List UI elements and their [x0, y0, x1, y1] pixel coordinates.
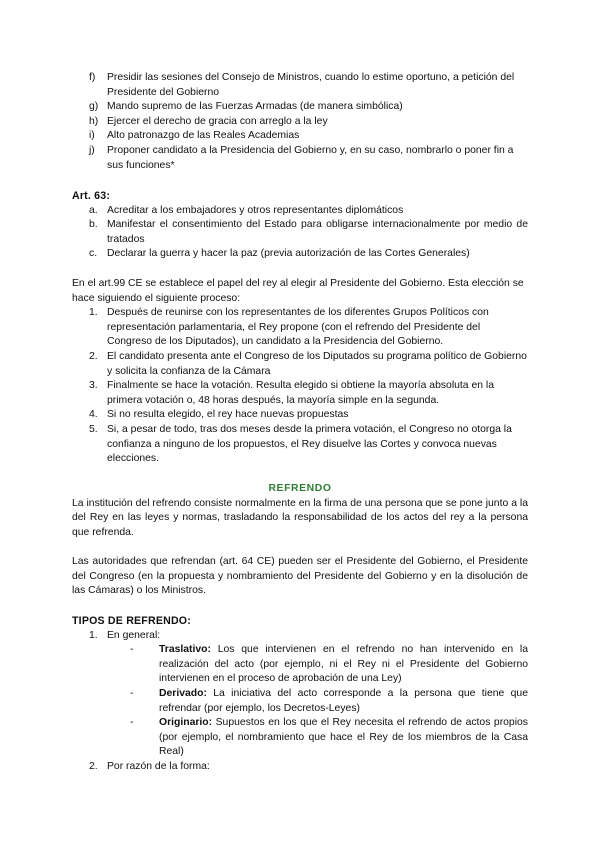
art99-section [72, 277, 528, 467]
tipo-term: Derivado: [159, 687, 207, 699]
list-label: g) [89, 101, 99, 113]
art63-heading: Art. 63: [72, 190, 111, 202]
list-label: 5. [89, 423, 98, 435]
art63-section [72, 189, 528, 262]
tipo-term: Originario: [159, 717, 213, 729]
list-item-i [72, 129, 528, 144]
art63-item-a [72, 204, 528, 219]
art99-step-3 [72, 379, 528, 408]
refrendo-paragraph-2: Las autoridades que refrendan (art. 64 CE) pueden ser el Presidente del Gobierno, el Presidente del Congreso (en la propuesta y nombramiento del Presidente del Gobierno y en la disolución de las Cámaras) o los Ministros. [72, 555, 528, 597]
list-text: Si no resulta elegido, el rey hace nuevas propuestas [107, 409, 349, 421]
list-text: Si, a pesar de todo, tras dos meses desde la primera votación, el Congreso no otorga la confianza a ninguno de los propuestos, el Rey disuelve las Cortes y convoca nuevas elecciones. [107, 423, 512, 465]
list-text: Proponer candidato a la Presidencia del Gobierno y, en su caso, nombrarlo o poner fin a sus funciones* [107, 144, 514, 171]
art99-step-1 [72, 306, 528, 350]
list-text: El candidato presenta ante el Congreso de los Diputados su programa político de Gobierno y solicita la confianza de la Cámara [107, 350, 527, 377]
art99-step-5 [72, 423, 528, 467]
list-label: i) [89, 130, 95, 142]
list-text: Finalmente se hace la votación. Resulta elegido si obtiene la mayoría absoluta en la primera votación o, 48 horas después, la mayoría simple en la segunda. [107, 380, 494, 406]
list-label: h) [89, 115, 99, 127]
list-text: Por razón de la forma: [107, 760, 210, 772]
list-text: En general: [107, 629, 161, 641]
list-text: Declarar la guerra y hacer la paz (previa autorización de las Cortes Generales) [107, 248, 470, 260]
tipos-item-1 [72, 629, 528, 644]
list-item-j [72, 144, 528, 173]
list-text: Acreditar a los embajadores y otros representantes diplomáticos [107, 204, 404, 216]
refrendo-section [72, 482, 528, 599]
tipos-heading: TIPOS DE REFRENDO: [72, 615, 191, 627]
list-label: c. [89, 248, 98, 260]
list-text: Mando supremo de las Fuerzas Armadas (de manera simbólica) [107, 101, 403, 113]
list-item-h [72, 115, 528, 130]
tipo-originario [72, 716, 528, 760]
list-item-f [72, 71, 528, 100]
dash-bullet: - [130, 644, 134, 656]
list-text: Presidir las sesiones del Consejo de Ministros, cuando lo estime oportuno, a petición del Presidente del Gobierno [107, 72, 515, 98]
list-item-g [72, 100, 528, 115]
art99-intro: En el art.99 CE se establece el papel del rey al elegir al Presidente del Gobierno. Esta elección se hace siguiendo el siguiente proceso: [72, 278, 524, 304]
tipo-description: La iniciativa del acto corresponde a la persona que tiene que refrendar (por ejemplo, los Decretos-Leyes) [159, 687, 528, 714]
tipos-item-2 [72, 760, 528, 775]
list-label: 2. [89, 760, 98, 772]
tipo-term: Traslativo: [159, 644, 211, 656]
refrendo-title: REFRENDO [268, 483, 332, 494]
list-label: f) [89, 72, 96, 83]
refrendo-paragraph-1: La institución del refrendo consiste normalmente en la firma de una persona que se pone junto a la del Rey en las leyes y normas, trasladando la responsabilidad de los actos del rey a la persona que refrenda. [72, 497, 528, 538]
list-text: Ejercer el derecho de gracia con arreglo a la ley [107, 115, 328, 127]
art63-item-b [72, 218, 528, 247]
tipo-traslativo [72, 643, 528, 687]
list-label: 4. [89, 409, 98, 421]
list-text: Después de reunirse con los representantes de los diferentes Grupos Políticos con representación parlamentaria, el Rey propone (con el refrendo del Presidente del Congreso de los Diputados), un candidato a la Presidencia del Gobierno. [107, 307, 489, 348]
list-label: b. [89, 219, 98, 231]
art99-step-2 [72, 350, 528, 379]
art99-step-4 [72, 408, 528, 423]
art63-item-c [72, 247, 528, 262]
tipos-section [72, 614, 528, 775]
tipo-derivado [72, 687, 528, 716]
list-text: Alto patronazgo de las Reales Academias [107, 130, 300, 142]
list-text: Manifestar el consentimiento del Estado para obligarse internacionalmente por medio de tratados [107, 219, 528, 245]
list-label: 3. [89, 380, 98, 392]
list-label: a. [89, 204, 98, 216]
dash-bullet: - [130, 717, 134, 729]
dash-bullet: - [130, 687, 134, 699]
tipo-description: Los que intervienen en el refrendo no han intervenido en la realización del acto (por ejemplo, ni el Rey ni el Presidente del Gobierno intervienen en el proceso de aprobación de una Ley) [159, 644, 528, 685]
list-f-to-j [72, 71, 528, 173]
list-label: 1. [89, 629, 98, 641]
list-label: 1. [89, 307, 98, 319]
list-label: 2. [89, 350, 98, 362]
tipo-description: Supuestos en los que el Rey necesita el refrendo de actos propios (por ejemplo, el nombramiento que hace el Rey de los miembros de la Casa Real) [159, 717, 528, 758]
list-label: j) [89, 144, 95, 156]
